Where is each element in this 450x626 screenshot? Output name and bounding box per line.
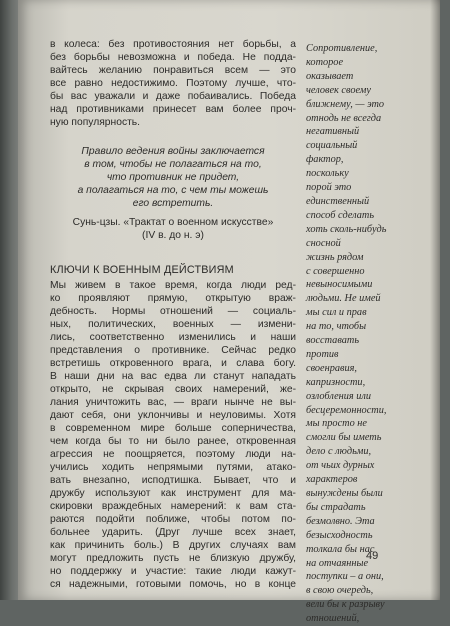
text-line: лись, соответственно изменились и наши — [50, 332, 296, 343]
margin-note-line: против — [306, 348, 339, 360]
margin-note — [306, 42, 394, 626]
margin-note-line: капризности, — [306, 376, 366, 388]
margin-note-line: от чьих дурных — [306, 460, 375, 472]
margin-note-line: негативный — [306, 126, 360, 138]
margin-note-line: отношений, — [306, 613, 360, 625]
margin-note-line: отнодь не всегда — [306, 112, 382, 124]
margin-note-line: мы просто не — [306, 418, 367, 430]
margin-note-line: своенравия, — [306, 362, 358, 374]
margin-note-line: Сопротивление, — [306, 43, 378, 54]
text-line: дружбу используют как инструмент для ма- — [50, 488, 296, 499]
margin-note-line: бесцеремонности, — [306, 404, 387, 416]
text-line: все равно недостижимо. Поэтому лучше, что- — [50, 78, 296, 89]
text-line: ся надежными, готовыми помочь, но в конце — [50, 579, 296, 590]
margin-note-line: социальный — [306, 140, 358, 152]
margin-note-line: хоть сколь-нибудь — [306, 223, 387, 235]
text-line: ко проявляют прямую, открытую враж- — [50, 293, 296, 304]
margin-note-line: порой это — [306, 182, 352, 194]
text-line: агрессия не поощряется, поэтому люди на- — [50, 449, 296, 460]
text-line: могут предложить пусть не близкую дружбу, — [50, 553, 296, 564]
margin-note-line: людьми. Не имей — [306, 293, 381, 305]
book-page — [18, 0, 440, 625]
paragraph-continuation — [50, 38, 296, 129]
margin-note-line: восставать — [306, 335, 360, 347]
quote-attribution — [50, 216, 296, 242]
margin-note-line: оказывает — [306, 70, 354, 82]
margin-note-line: поскольку — [306, 168, 349, 180]
text-line: в колеса: без противостояния нет борьбы, а — [50, 39, 296, 50]
margin-note-line: ближнему, — это — [306, 98, 385, 110]
text-line: чем когда бы то ни было ранее, откровенная — [50, 436, 296, 447]
margin-note-line: поступки – а они, — [306, 571, 384, 583]
margin-note-line: озлобления или — [306, 390, 372, 402]
text-line: представления о противнике. Сейчас редко — [50, 345, 296, 356]
text-line: Мы живем в такое время, когда люди ред- — [50, 280, 296, 291]
margin-note-line: единственный — [306, 195, 370, 207]
body-paragraph — [50, 279, 296, 591]
margin-note-line: с совершенно — [306, 265, 365, 277]
text-line: без борьбы невозможна и победа. Не подда- — [50, 52, 296, 63]
main-text-column — [50, 38, 296, 591]
text-line: открыто, не скрывая своих намерений, же- — [50, 384, 296, 395]
page-gutter-shadow — [430, 0, 440, 600]
text-line: но поддержку и участие: такие люди кажут- — [50, 566, 296, 577]
margin-note-line: невыносимыми — [306, 279, 373, 291]
margin-note-line: безмолвно. Эта — [306, 515, 375, 527]
margin-note-line: способ сделать — [306, 209, 375, 221]
text-line: дают себя, они уклончивы и неуловимы. Хотя — [50, 410, 296, 421]
margin-note-line: фактор, — [306, 154, 344, 166]
margin-note-line: смогли бы иметь — [306, 432, 382, 444]
margin-note-line: мы сил и прав — [306, 307, 367, 319]
margin-note-line: безысходность — [306, 529, 373, 541]
quote-line: а полагаться на то, с чем ты можешь — [77, 185, 269, 196]
margin-note-line: сносной — [306, 237, 341, 249]
quote-line: в том, чтобы не полагаться на то, — [84, 159, 262, 170]
text-line: в современном мире больше соперничества, — [50, 423, 296, 434]
margin-note-line: вели бы к разрыву — [306, 599, 385, 611]
text-line: раются подойти поближе, чтобы потом по- — [50, 514, 296, 525]
attribution-line: Сунь-цзы. «Трактат о военном искусстве» — [72, 217, 274, 228]
text-line: учились ходить непрямыми путями, атако- — [50, 462, 296, 473]
text-line: лания уничтожить вас, — враги нынче не вы- — [50, 397, 296, 408]
margin-note-line: на то, чтобы — [306, 321, 367, 333]
text-line: вайтесь желанию понравиться всем — это — [50, 65, 296, 76]
text-line: ных, политических, военных — измени- — [50, 319, 296, 330]
margin-note-line: на отчаянные — [306, 557, 369, 569]
quote-line: его встретить. — [132, 198, 214, 209]
quote-line: что противник не придет, — [106, 172, 240, 183]
margin-note-line: бы страдать — [306, 501, 366, 513]
text-line: дебность. Нормы отношений — социаль- — [50, 306, 296, 317]
margin-note-line: характеров — [306, 474, 358, 486]
text-line: ную популярность. — [50, 117, 141, 128]
text-line: больнее ударить. (Друг лучше всех знает, — [50, 527, 296, 538]
margin-note-line: дело с людьми, — [306, 446, 372, 458]
text-line: над противниками принесет вам более проч- — [50, 104, 296, 115]
text-line: бы вас уважали и даже побаивались. Победа — [50, 91, 296, 102]
quote-line: Правило ведения войны заключается — [81, 146, 265, 157]
margin-note-line: в свою очередь, — [306, 585, 374, 597]
section-heading: КЛЮЧИ К ВОЕННЫМ ДЕЙСТВИЯМ — [50, 264, 234, 276]
text-line: скировки враждебных намерений: к вам ста- — [50, 501, 296, 512]
page-number: 49 — [366, 550, 379, 562]
text-line: встретишь откровенного врага, и слава богу. — [50, 358, 296, 369]
margin-note-line: толкала бы нас — [306, 543, 375, 555]
margin-note-line: которое — [306, 56, 344, 68]
attribution-line: (IV в. до н. э) — [142, 230, 204, 241]
text-line: как причинить боль.) В других случаях вам — [50, 540, 296, 551]
margin-note-line: жизнь рядом — [306, 251, 364, 263]
book-cover-edge — [0, 0, 20, 600]
text-line: В наши дни на вас едва ли станут нападать — [50, 371, 296, 382]
margin-note-line: человек своему — [306, 84, 371, 96]
margin-note-line: вынуждены были — [306, 488, 383, 499]
epigraph-quote — [50, 145, 296, 210]
text-line: вать внезапно, исподтишка. Бывает, что и — [50, 475, 296, 486]
